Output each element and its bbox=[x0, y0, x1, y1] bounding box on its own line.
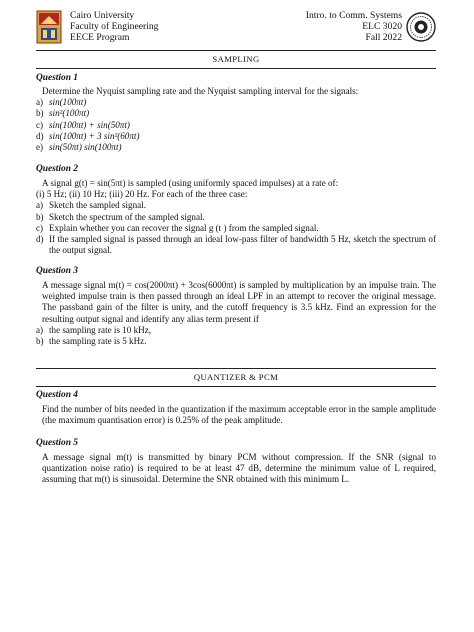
list-item: c) Explain whether you can recover the signal g (t ) from the sampled signal. bbox=[36, 222, 319, 233]
question-4-title: Question 4 bbox=[36, 390, 78, 400]
question-5-text: A message signal m(t) is transmitted by binary PCM without compression. If the SNR (signal to quantization noise ratio) is required to be at least 47 dB, determine the minimum value of L required, assuming that m(t) is sinusoidal. Determine the SNR obtained with this minimum L. bbox=[42, 452, 436, 485]
section-title-sampling: SAMPLING bbox=[212, 54, 260, 64]
program-name: EECE Program bbox=[70, 32, 130, 43]
question-3-title: Question 3 bbox=[36, 266, 78, 276]
university-logo-icon bbox=[36, 10, 62, 44]
section-rule bbox=[36, 386, 436, 387]
question-2-intro: A signal g(t) = sin(5πt) is sampled (using uniformly spaced impulses) at a rate of: bbox=[42, 178, 339, 188]
course-code: ELC 3020 bbox=[362, 21, 402, 32]
question-1-intro: Determine the Nyquist sampling rate and the Nyquist sampling interval for the signals: bbox=[42, 86, 359, 96]
list-item: b) sin²(100πt) bbox=[36, 108, 90, 119]
question-4-text: Find the number of bits needed in the quantization if the maximum acceptable error in the sample amplitude (the maximum quantisation error) is 0.25% of the peak amplitude. bbox=[42, 404, 436, 426]
faculty-name: Faculty of Engineering bbox=[70, 21, 159, 32]
faculty-seal-icon bbox=[406, 10, 436, 44]
university-name: Cairo University bbox=[70, 10, 135, 21]
question-2-body bbox=[36, 178, 436, 256]
question-4-body bbox=[36, 404, 436, 426]
question-5-title: Question 5 bbox=[36, 438, 78, 448]
section-rule bbox=[36, 68, 436, 69]
document-header bbox=[36, 10, 436, 46]
question-3-body bbox=[36, 280, 436, 347]
question-2-rates: (i) 5 Hz; (ii) 10 Hz; (iii) 20 Hz. For each of the three case: bbox=[36, 189, 248, 200]
header-rule bbox=[36, 50, 436, 51]
section-rule bbox=[36, 368, 436, 369]
question-3-intro: A message signal m(t) = cos(2000πt) + 3cos(6000πt) is sampled by multiplication by an impulse train. The weighted impulse train is then passed through an ideal LPF in an attempt to recover the original message. The passband gain of the filter is unity, and the cutoff frequency is 3.5 kHz. Find an expression for the resulting output signal and identify any alias term present if bbox=[42, 280, 436, 324]
list-item: d) If the sampled signal is passed through an ideal low-pass filter of bandwidth 5 Hz, sketch the spectrum of the output signal. bbox=[36, 234, 436, 256]
question-5-body bbox=[36, 452, 436, 486]
list-item: a) the sampling rate is 10 kHz, bbox=[36, 324, 152, 335]
semester: Fall 2022 bbox=[365, 32, 402, 43]
institution-block bbox=[70, 10, 158, 43]
question-2-title: Question 2 bbox=[36, 164, 78, 174]
list-item: e) sin(50πt) sin(100πt) bbox=[36, 142, 122, 153]
question-1-title: Question 1 bbox=[36, 73, 78, 83]
list-item: d) sin(100πt) + 3 sin²(60πt) bbox=[36, 130, 140, 141]
list-item: a) Sketch the sampled signal. bbox=[36, 200, 146, 211]
course-title: Intro. to Comm. Systems bbox=[305, 10, 402, 21]
list-item: a) sin(100πt) bbox=[36, 97, 87, 108]
section-title-quantizer-pcm: QUANTIZER & PCM bbox=[193, 372, 279, 382]
question-1-body bbox=[36, 86, 436, 153]
course-block bbox=[306, 10, 402, 43]
list-item: b) the sampling rate is 5 kHz. bbox=[36, 336, 147, 347]
list-item: b) Sketch the spectrum of the sampled signal. bbox=[36, 211, 205, 222]
list-item: c) sin(100πt) + sin(50πt) bbox=[36, 119, 130, 130]
